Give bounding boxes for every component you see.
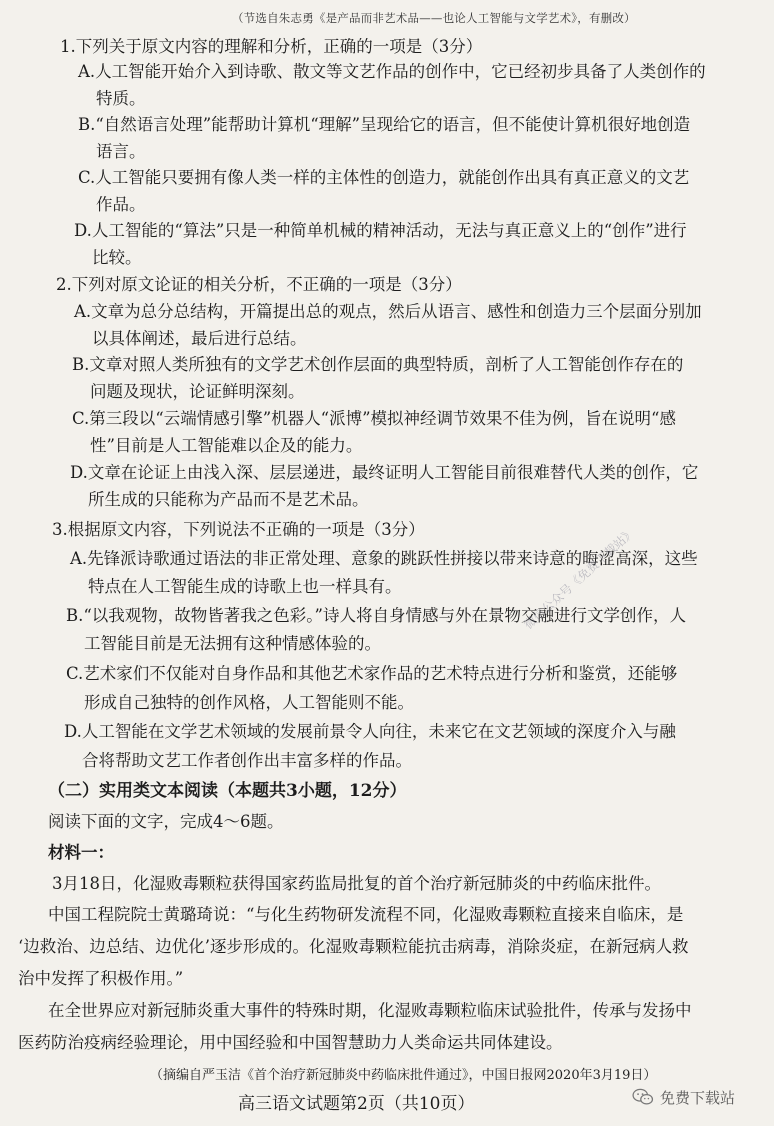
material-1-paragraph-3-line2: 医药防治疫病经验理论，用中国经验和中国智慧助力人类命运共同体建设。 bbox=[18, 1033, 563, 1052]
brand-label: 免费下载站 bbox=[660, 1088, 736, 1107]
q2-option-c-line2: 性”目前是人工智能难以企及的能力。 bbox=[90, 436, 363, 455]
question-3-stem: 3.根据原文内容，下列说法不正确的一项是（3分） bbox=[52, 520, 425, 539]
section-2-heading: （二）实用类文本阅读（本题共3小题，12分） bbox=[48, 781, 407, 801]
q3-option-c-line1: C.艺术家们不仅能对自身作品和其他艺术家作品的艺术特点进行分析和鉴赏，还能够 bbox=[66, 664, 678, 683]
question-2-stem: 2.下列对原文论证的相关分析，不正确的一项是（3分） bbox=[56, 275, 462, 294]
q2-option-b-line1: B.文章对照人类所独有的文学艺术创作层面的典型特质，剖析了人工智能创作存在的 bbox=[72, 355, 684, 374]
q3-option-c-line2: 形成自己独特的创作风格，人工智能则不能。 bbox=[84, 693, 414, 712]
q2-option-a-line1: A.文章为总分总结构，开篇提出总的观点，然后从语言、感性和创造力三个层面分别加 bbox=[74, 302, 702, 321]
q1-option-c-line1: C.人工智能只要拥有像人类一样的主体性的创造力，就能创作出具有真正意义的文艺 bbox=[78, 168, 690, 187]
question-1-stem: 1.下列关于原文内容的理解和分析，正确的一项是（3分） bbox=[60, 37, 483, 56]
material-1-paragraph-2-line1: 中国工程院院士黄璐琦说：“与化生药物研发流程不同，化湿败毒颗粒直接来自临床，是 bbox=[48, 905, 684, 924]
q3-option-d-line2: 合将帮助文艺工作者创作出丰富多样的作品。 bbox=[82, 751, 412, 770]
q2-option-b-line2: 问题及现状，论证鲜明深刻。 bbox=[90, 382, 305, 401]
q1-option-d-line2: 比较。 bbox=[92, 248, 142, 267]
material-1-paragraph-1: 3月18日，化湿败毒颗粒获得国家药监局批复的首个治疗新冠肺炎的中药临床批件。 bbox=[52, 874, 661, 893]
q2-option-a-line2: 以具体阐述，最后进行总结。 bbox=[92, 329, 307, 348]
source-citation-top: （节选自朱志勇《是产品而非艺术品——也论人工智能与文学艺术》，有删改） bbox=[232, 11, 636, 25]
q1-option-d-line1: D.人工智能的“算法”只是一种简单机械的精神活动，无法与真正意义上的“创作”进行 bbox=[74, 221, 687, 240]
q3-option-a-line2: 特点在人工智能生成的诗歌上也一样具有。 bbox=[88, 577, 402, 596]
material-1-paragraph-2-line2: ‘边救治、边总结、边优化’逐步形成的。化湿败毒颗粒能抗击病毒，消除炎症，在新冠病人救 bbox=[18, 937, 689, 956]
q2-option-d-line1: D.文章在论证上由浅入深、层层递进，最终证明人工智能目前很难替代人类的创作，它 bbox=[70, 463, 699, 482]
wechat-icon bbox=[632, 1088, 654, 1106]
material-1-paragraph-3-line1: 在全世界应对新冠肺炎重大事件的特殊时期，化湿败毒颗粒临床试验批件，传承与发扬中 bbox=[48, 1001, 692, 1020]
section-2-instruction: 阅读下面的文字，完成4～6题。 bbox=[48, 812, 284, 831]
q3-option-b-line2: 工智能目前是无法拥有这种情感体验的。 bbox=[84, 634, 381, 653]
q2-option-d-line2: 所生成的只能称为产品而不是艺术品。 bbox=[88, 490, 369, 509]
brand-badge bbox=[632, 1084, 735, 1110]
watermark-text: 微信公众号《免费下载站》 bbox=[521, 525, 638, 632]
q3-option-b-line1: B.“以我观物，故物皆著我之色彩。”诗人将自身情感与外在景物交融进行文学创作，人 bbox=[66, 606, 686, 625]
q1-option-b-line1: B.“自然语言处理”能帮助计算机“理解”呈现给它的语言，但不能使计算机很好地创造 bbox=[78, 115, 691, 134]
q1-option-a-line1: A.人工智能开始介入到诗歌、散文等文艺作品的创作中，它已经初步具备了人类创作的 bbox=[78, 62, 706, 81]
page-footer: 高三语文试题第2页（共10页） bbox=[238, 1094, 475, 1114]
q2-option-c-line1: C.第三段以“云端情感引擎”机器人“派博”模拟神经调节效果不佳为例，旨在说明“感 bbox=[72, 409, 676, 428]
q1-option-a-line2: 特质。 bbox=[96, 89, 146, 108]
q3-option-a-line1: A.先锋派诗歌通过语法的非正常处理、意象的跳跃性拼接以带来诗意的晦涩高深，这些 bbox=[70, 549, 698, 568]
q1-option-c-line2: 作品。 bbox=[96, 195, 146, 214]
q3-option-d-line1: D.人工智能在文学艺术领域的发展前景令人向往，未来它在文艺领域的深度介入与融 bbox=[64, 722, 676, 741]
q1-option-b-line2: 语言。 bbox=[96, 142, 146, 161]
material-1-source: （摘编自严玉洁《首个治疗新冠肺炎中药临床批件通过》，中国日报网2020年3月19日） bbox=[150, 1068, 657, 1083]
material-1-label: 材料一： bbox=[48, 843, 114, 862]
material-1-paragraph-2-line3: 治中发挥了积极作用。” bbox=[18, 969, 184, 988]
